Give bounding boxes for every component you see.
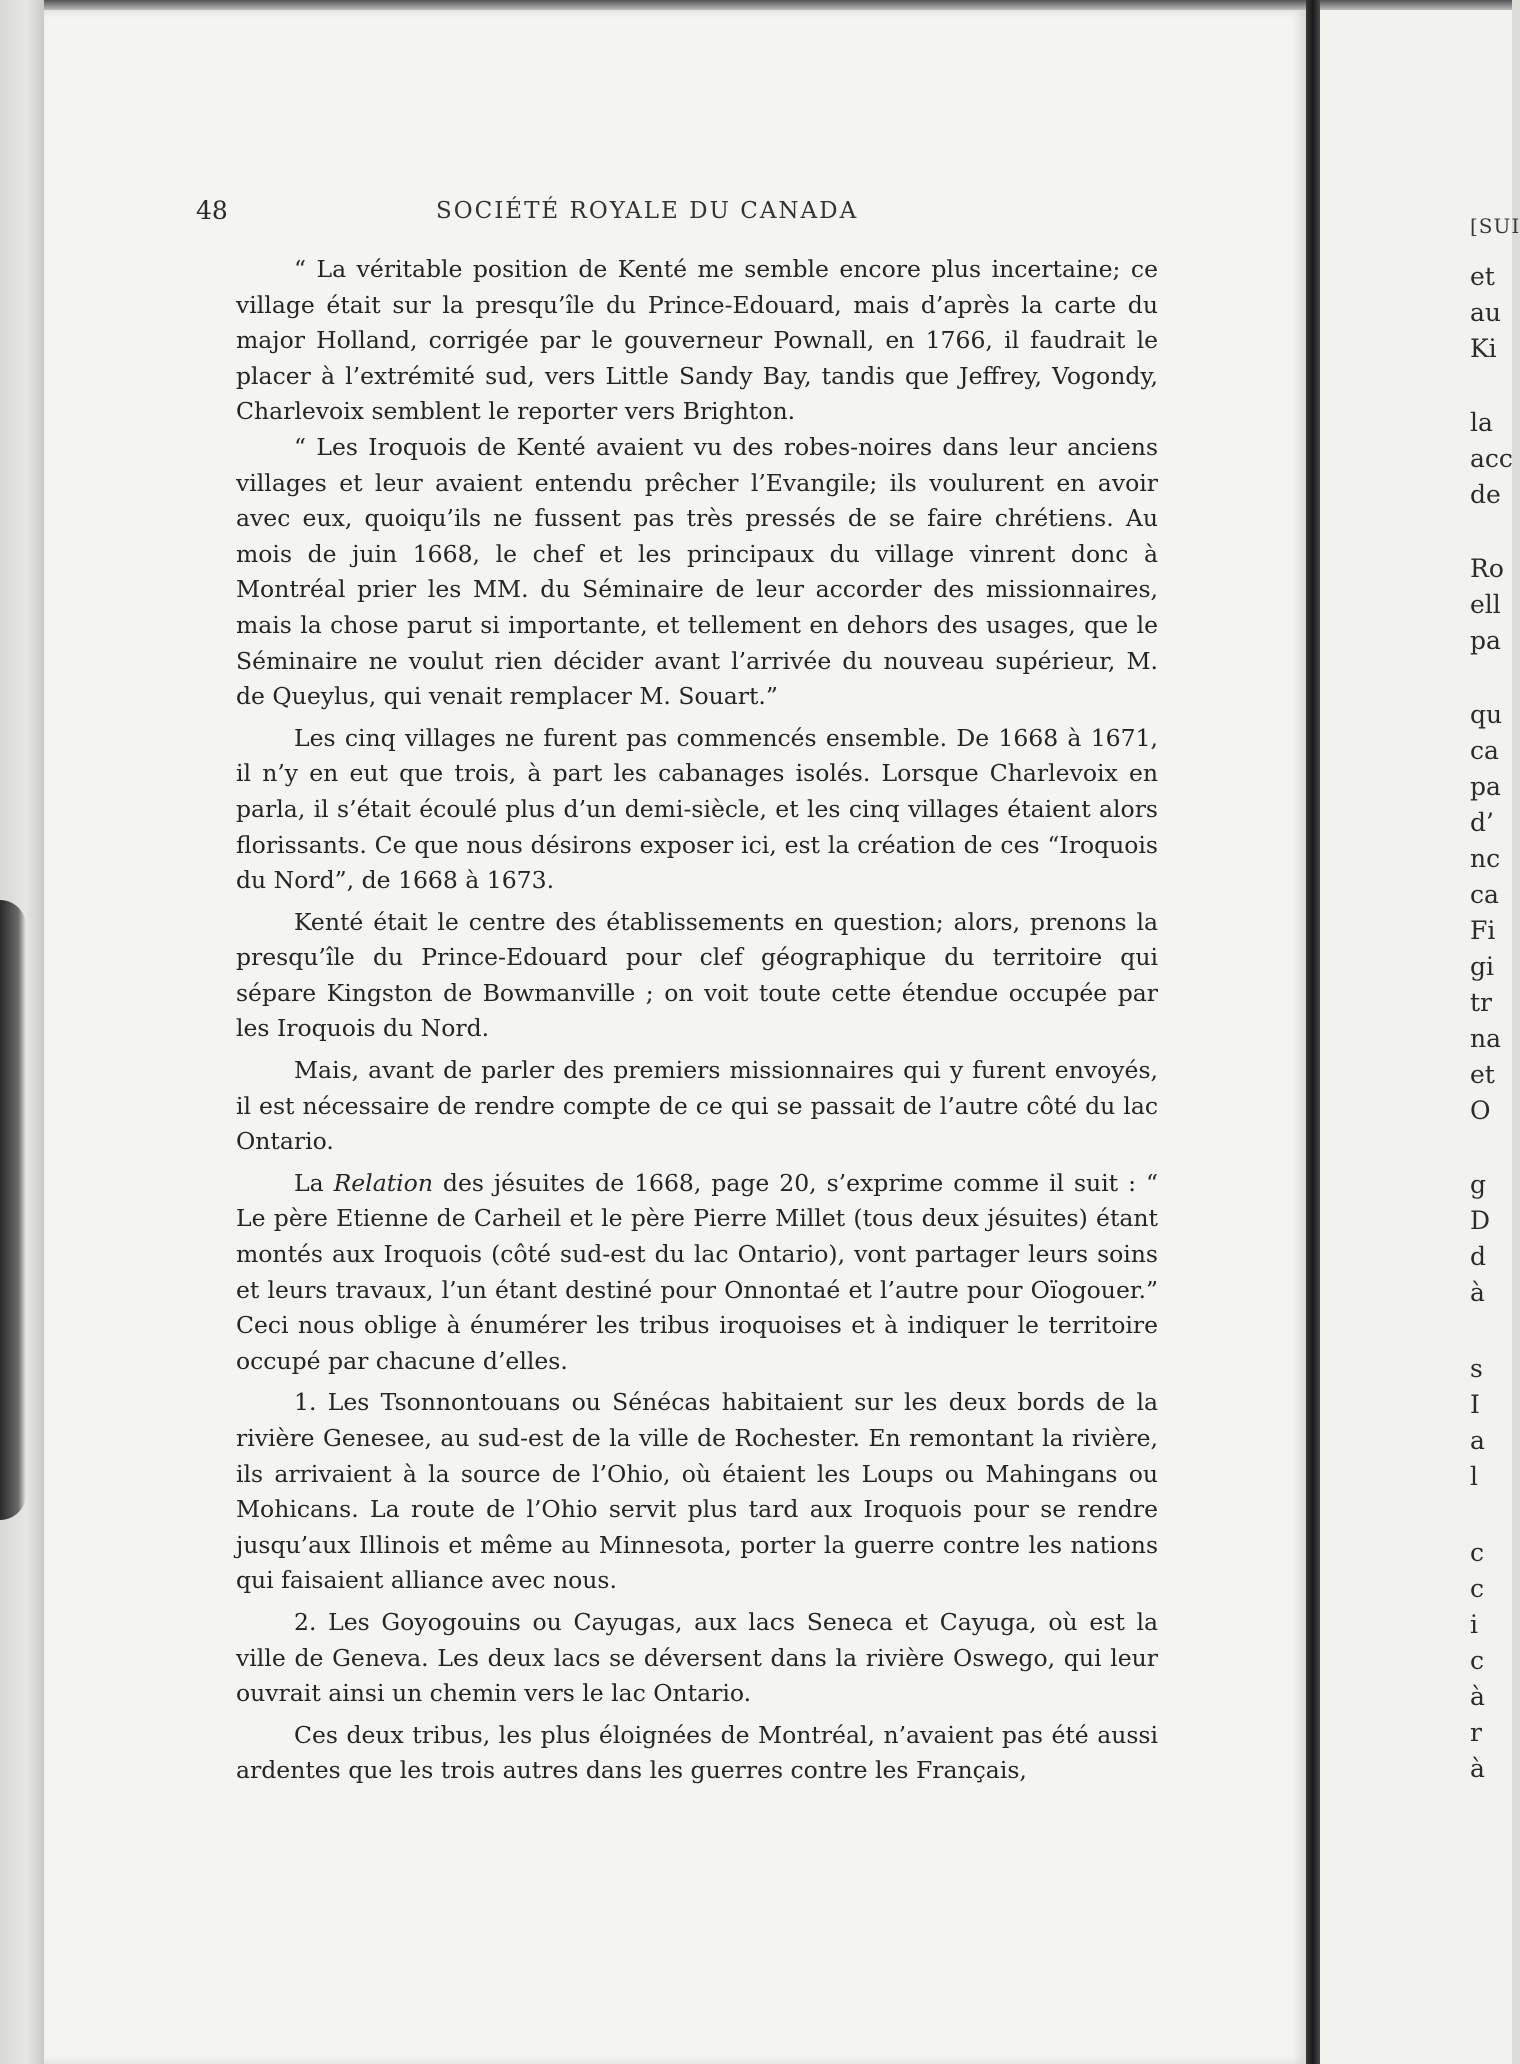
- facing-page-fragment: i: [1470, 1610, 1478, 1639]
- facing-page-fragment: de: [1470, 480, 1501, 509]
- facing-page-fragment: qu: [1470, 700, 1503, 729]
- running-title: SOCIÉTÉ ROYALE DU CANADA: [436, 198, 859, 224]
- facing-page-fragment: a: [1470, 1426, 1485, 1455]
- facing-page-fragment: Ro: [1470, 554, 1504, 583]
- paragraph-3: Les cinq villages ne furent pas commencés ensemble. De 1668 à 1671, il n’y en eut que trois, à part les cabanages isolés. Lorsque Charlevoix en parla, il s’était écoulé plus d’un demi-siècle, et les cinq villages étaient alors florissants. Ce que nous désirons exposer ici, est la création de ces “Iroquois du Nord”, de 1668 à 1673.: [236, 723, 1158, 895]
- scan-shadow: [0, 900, 26, 1520]
- facing-page-fragment: Ki: [1470, 334, 1497, 363]
- facing-page-fragment: g: [1470, 1170, 1487, 1199]
- body-text: [236, 252, 1158, 1789]
- paragraph-1: “ La véritable position de Kenté me semble encore plus incertaine; ce village était sur la presqu’île du Prince-Edouard, mais d’après la carte du major Holland, corrigée par le gouverneur Pownall, en 1766, il faudrait le placer à l’extrémité sud, vers Little Sandy Bay, tandis que Jeffrey, Vogondy, Charlevoix semblent le reporter vers Brighton.: [236, 255, 1158, 426]
- facing-page-fragment: na: [1470, 1024, 1502, 1053]
- paragraph-7: 1. Les Tsonnontouans ou Sénécas habitaient sur les deux bords de la rivière Genesee, au sud-est de la ville de Rochester. En remontant la rivière, ils arrivaient à la source de l’Ohio, où étaient les Loups ou Mahingans ou Mohicans. La route de l’Ohio servit plus tard aux Iroquois pour se rendre jusqu’aux Illinois et même au Minnesota, porter la guerre contre les nations qui faisaient alliance avec nous.: [236, 1388, 1158, 1595]
- facing-page-fragment: ca: [1470, 736, 1499, 765]
- facing-page-fragment: pa: [1470, 772, 1501, 801]
- scan-left-margin: [0, 0, 44, 2064]
- facing-page-fragment: et: [1470, 262, 1495, 291]
- facing-page-fragment: ca: [1470, 880, 1499, 909]
- paragraph-2: “ Les Iroquois de Kenté avaient vu des robes-noires dans leur anciens villages et leur avaient entendu prêcher l’Evangile; ils voulurent en avoir avec eux, quoiqu’ils ne fussent pas très pressés de se faire chrétiens. Au mois de juin 1668, le chef et les principaux du village vinrent donc à Montréal prier les MM. du Séminaire de leur accorder des missionnaires, mais la chose parut si importante, et tellement en dehors des usages, que le Séminaire ne voulut rien décider avant l’arrivée du nouveau supérieur, M. de Queylus, qui venait remplacer M. Souart.”: [236, 432, 1158, 711]
- facing-page-fragment: c: [1470, 1574, 1485, 1603]
- paragraph-6: La Relation des jésuites de 1668, page 20, s’exprime comme il suit : “ Le père Etienne de Carheil et le père Pierre Millet (tous deux jésuites) étant montés aux Iroquois (côté sud-est du lac Ontario), vont partager leurs soins et leurs travaux, l’un étant destiné pour Onnontaé et l’autre pour Oïogouer.” Ceci nous oblige à énumérer les tribus iroquoises et à indiquer le territoire occupé par chacune d’elles.: [236, 1168, 1158, 1375]
- facing-page-fragment: O: [1470, 1096, 1491, 1125]
- facing-page-fragment: c: [1470, 1646, 1485, 1675]
- paragraph-8: 2. Les Goyogouins ou Cayugas, aux lacs Seneca et Cayuga, où est la ville de Geneva. Les deux lacs se déversent dans la rivière Oswego, qui leur ouvrait ainsi un chemin vers le lac Ontario.: [236, 1607, 1158, 1708]
- facing-page-fragment: c: [1470, 1538, 1485, 1567]
- facing-page-fragment: nc: [1470, 844, 1501, 873]
- facing-page-fragment: D: [1470, 1206, 1491, 1235]
- facing-page-fragment: à: [1470, 1682, 1485, 1711]
- facing-page-fragment: pa: [1470, 626, 1501, 655]
- running-head: [196, 196, 1016, 236]
- paragraph-9: Ces deux tribus, les plus éloignées de Montréal, n’avaient pas été aussi ardentes que les trois autres dans les guerres contre les Français,: [236, 1720, 1158, 1785]
- facing-page-fragment: tr: [1470, 988, 1492, 1017]
- facing-page-fragment: acc: [1470, 444, 1513, 473]
- facing-page-fragment: à: [1470, 1278, 1485, 1307]
- facing-page-fragment: d: [1470, 1242, 1487, 1271]
- facing-page-fragment: et: [1470, 1060, 1495, 1089]
- paragraph-4: Kenté était le centre des établissements en question; alors, prenons la presqu’île du Prince-Edouard pour clef géographique du territoire qui sépare Kingston de Bowmanville ; on voit toute cette étendue occupée par les Iroquois du Nord.: [236, 907, 1158, 1043]
- facing-page-fragment: d’: [1470, 808, 1494, 837]
- facing-page-fragment: Fi: [1470, 916, 1496, 945]
- facing-page-header: [SUI: [1470, 214, 1520, 238]
- facing-page-fragment: ell: [1470, 590, 1501, 619]
- italic-relation: Relation: [333, 1168, 433, 1197]
- facing-page-fragment: au: [1470, 298, 1502, 327]
- facing-page-fragment: l: [1470, 1462, 1478, 1491]
- book-spine: [1306, 0, 1320, 2064]
- paragraph-5: Mais, avant de parler des premiers missionnaires qui y furent envoyés, il est nécessaire de rendre compte de ce qui se passait de l’autre côté du lac Ontario.: [236, 1056, 1158, 1156]
- scan-top-edge: [0, 0, 1512, 10]
- facing-page-fragment: s: [1470, 1354, 1483, 1383]
- facing-page-fragment: à: [1470, 1754, 1485, 1783]
- facing-page-fragment: I: [1470, 1390, 1480, 1419]
- facing-page-fragment: la: [1470, 408, 1493, 437]
- facing-page-fragment: gi: [1470, 952, 1494, 981]
- facing-page: [1320, 10, 1520, 2064]
- facing-page-fragment: r: [1470, 1718, 1482, 1747]
- page-number: 48: [196, 196, 228, 225]
